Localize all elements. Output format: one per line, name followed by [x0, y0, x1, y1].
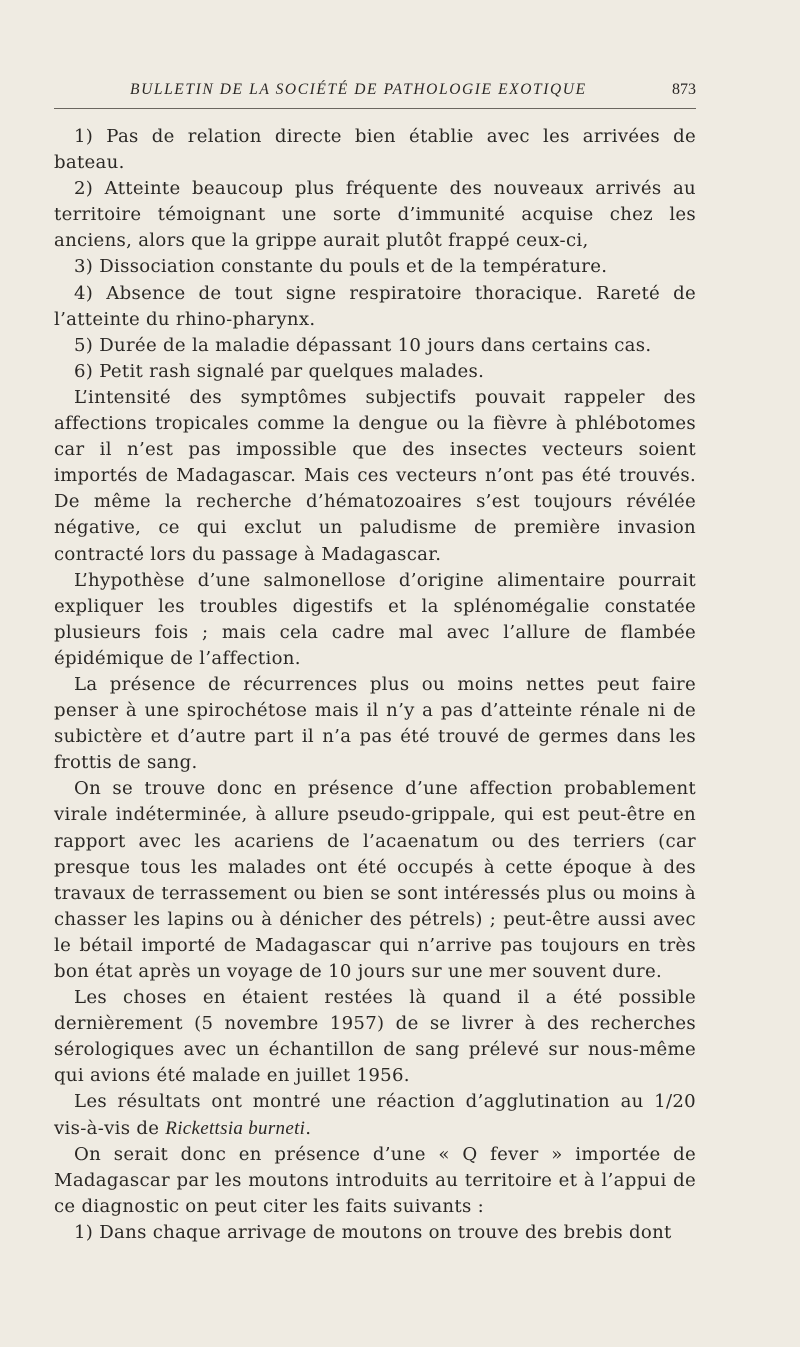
- paragraph-7: [54, 385, 696, 568]
- paragraph-12-end: .: [305, 1117, 312, 1139]
- paragraph-3-text: 3) Dissociation constante du pouls et de la température.: [74, 256, 608, 278]
- body-text: [54, 124, 696, 1246]
- paragraph-2: [54, 176, 696, 254]
- paragraph-6: [54, 359, 696, 385]
- paragraph-13-text: On serait donc en présence d’une « Q fever » importée de Madagascar par les moutons introduits au territoire et à l’appui de ce diagnostic on peut citer les faits suivants :: [54, 1143, 696, 1217]
- paragraph-10-text: On se trouve donc en présence d’une affection probablement virale indéterminée, à allure pseudo-grippale, qui est peut-être en rapport avec les acariens de l’acaenatum ou des terriers (car presque tous les malades ont été occupés à cette époque à des travaux de terrassement ou bien se sont intéressés plus ou moins à chasser les lapins ou à dénicher des pétrels) ; peut-être aussi avec le bétail importé de Madagascar qui n’arrive pas toujours en très bon état après un voyage de 10 jours sur une mer souvent dure.: [54, 778, 696, 982]
- paragraph-12-text: Les résultats ont montré une réaction d’agglutination au 1/20 vis-à-vis de: [54, 1091, 696, 1139]
- paragraph-11-text: Les choses en étaient restées là quand il a été possible dernièrement (5 novembre 1957) de se livrer à des recherches sérologiques avec un échantillon de sang prélevé sur nous-même qui avions été malade en juillet 1956.: [54, 987, 696, 1087]
- paragraph-3: [54, 254, 696, 280]
- paragraph-5-text: 5) Durée de la maladie dépassant 10 jours dans certains cas.: [74, 334, 652, 356]
- paragraph-12: [54, 1089, 696, 1141]
- paragraph-2-text: 2) Atteinte beaucoup plus fréquente des nouveaux arrivés au territoire témoignant une sorte d’immunité acquise chez les anciens, alors que la grippe aurait plutôt frappé ceux-ci,: [54, 178, 696, 252]
- running-title: BULLETIN DE LA SOCIÉTÉ DE PATHOLOGIE EXOTIQUE: [130, 81, 587, 98]
- paragraph-8: [54, 568, 696, 672]
- paragraph-9: [54, 672, 696, 776]
- paragraph-4-text: 4) Absence de tout signe respiratoire thoracique. Rareté de l’atteinte du rhino-pharynx.: [54, 282, 696, 330]
- paragraph-10: [54, 776, 696, 985]
- paragraph-6-text: 6) Petit rash signalé par quelques malades.: [74, 360, 485, 382]
- page-number: 873: [672, 81, 696, 98]
- paragraph-9-text: La présence de récurrences plus ou moins nettes peut faire penser à une spirochétose mais il n’y a pas d’atteinte rénale ni de subictère et d’autre part il n’a pas été trouvé de germes dans les frottis de sang.: [54, 673, 696, 774]
- paragraph-1-text: 1) Pas de relation directe bien établie avec les arrivées de bateau.: [54, 126, 696, 174]
- paragraph-8-text: L’hypothèse d’une salmonellose d’origine alimentaire pourrait expliquer les troubles digestifs et la splénomégalie constatée plusieurs fois ; mais cela cadre mal avec l’allure de flambée épidémique de l’affection.: [54, 569, 696, 669]
- paragraph-14: [54, 1220, 696, 1246]
- paragraph-14-text: 1) Dans chaque arrivage de moutons on trouve des brebis dont: [74, 1221, 672, 1243]
- paragraph-5: [54, 333, 696, 359]
- paragraph-7-text: L’intensité des symptômes subjectifs pouvait rappeler des affections tropicales comme la dengue ou la fièvre à phlébotomes car il n’est pas impossible que des insectes vecteurs soient importés de Madagascar. Mais ces vecteurs n’ont pas été trouvés. De même la recherche d’hématozoaires s’est toujours révélée négative, ce qui exclut un paludisme de première invasion contracté lors du passage à Madagascar.: [54, 386, 696, 565]
- paragraph-4: [54, 281, 696, 333]
- paragraph-13: [54, 1142, 696, 1220]
- paragraph-1: [54, 124, 696, 176]
- species-name: Rickettsia burneti: [165, 1117, 306, 1139]
- paragraph-11: [54, 985, 696, 1089]
- page-header: [54, 78, 696, 109]
